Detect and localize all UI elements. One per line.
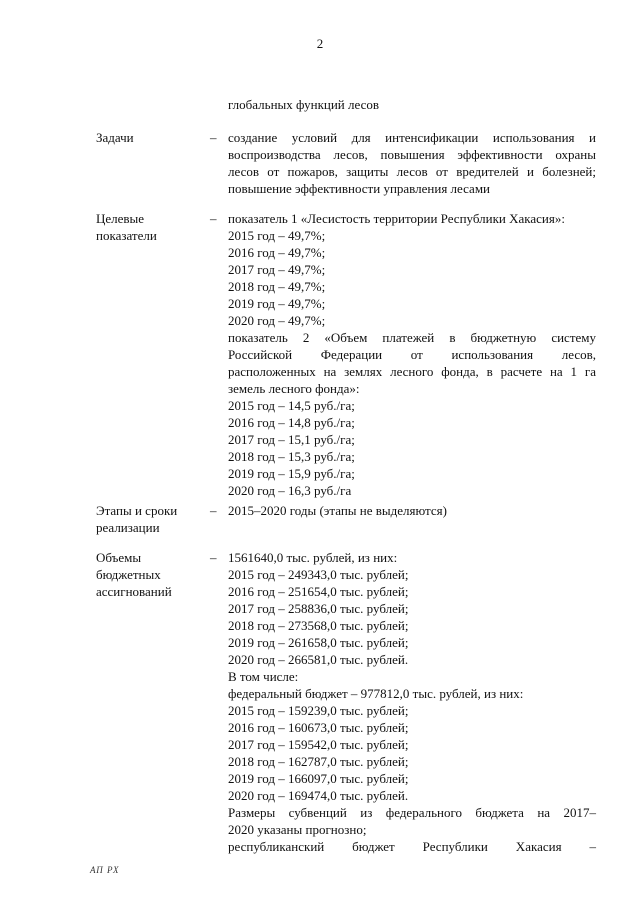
text-line: 2016 год – 14,8 руб./га;: [228, 415, 355, 430]
text-line: 2015–2020 годы (этапы не выделяются): [228, 503, 447, 518]
text-line: 2015 год – 249343,0 тыс. рублей;: [228, 567, 409, 582]
label-line: Задачи: [96, 130, 134, 145]
text-line: 2020 указаны прогнозно;: [228, 822, 367, 837]
text-line: республиканский бюджет Республики Хакасия –: [228, 839, 596, 854]
text-line: 2017 год – 15,1 руб./га;: [228, 432, 355, 447]
text-line: 2018 год – 273568,0 тыс. рублей;: [228, 618, 409, 633]
text-line: 2019 год – 49,7%;: [228, 296, 326, 311]
text-line: 2017 год – 49,7%;: [228, 262, 326, 277]
text-line: показатель 2 «Объем платежей в бюджетную систему: [228, 330, 596, 345]
section-label: [96, 502, 206, 536]
section-content: [228, 549, 596, 855]
text-line: лесов от пожаров, защиты лесов от вредителей и болезней;: [228, 164, 596, 179]
continuation-text: глобальных функций лесов: [228, 97, 379, 112]
text-line: 2018 год – 49,7%;: [228, 279, 326, 294]
text-line: земель лесного фонда»:: [228, 381, 360, 396]
text-line: показатель 1 «Лесистость территории Республики Хакасия»:: [228, 211, 565, 226]
text-line: создание условий для интенсификации использования и: [228, 130, 596, 145]
page-number: 2: [316, 36, 324, 51]
section-content: [228, 502, 596, 519]
dash: –: [210, 211, 217, 226]
section-label: [96, 549, 206, 600]
section-content: [228, 210, 596, 499]
text-line: 2016 год – 49,7%;: [228, 245, 326, 260]
text-line: 2020 год – 49,7%;: [228, 313, 326, 328]
section-label: [96, 210, 206, 244]
label-line: бюджетных: [96, 567, 161, 582]
text-line: 2019 год – 261658,0 тыс. рублей;: [228, 635, 409, 650]
section-label: [96, 129, 206, 146]
text-line: 2020 год – 16,3 руб./га: [228, 483, 352, 498]
text-line: 2019 год – 166097,0 тыс. рублей;: [228, 771, 409, 786]
text-line: Российской Федерации от использования лесов,: [228, 347, 596, 362]
text-line: 2020 год – 169474,0 тыс. рублей.: [228, 788, 409, 803]
text-line: 2020 год – 266581,0 тыс. рублей.: [228, 652, 409, 667]
label-line: Целевые: [96, 211, 145, 226]
label-line: показатели: [96, 228, 157, 243]
label-line: реализации: [96, 520, 160, 535]
text-line: В том числе:: [228, 669, 299, 684]
label-line: Объемы: [96, 550, 142, 565]
text-line: расположенных на землях лесного фонда, в расчете на 1 га: [228, 364, 596, 379]
dash: –: [210, 550, 217, 565]
text-line: 2015 год – 159239,0 тыс. рублей;: [228, 703, 409, 718]
text-line: 2015 год – 49,7%;: [228, 228, 326, 243]
text-line: 2017 год – 258836,0 тыс. рублей;: [228, 601, 409, 616]
text-line: 2016 год – 160673,0 тыс. рублей;: [228, 720, 409, 735]
text-line: 2018 год – 15,3 руб./га;: [228, 449, 355, 464]
text-line: Размеры субвенций из федерального бюджета на 2017–: [228, 805, 596, 820]
dash: –: [210, 503, 217, 518]
label-line: ассигнований: [96, 584, 172, 599]
label-line: Этапы и сроки: [96, 503, 178, 518]
text-line: федеральный бюджет – 977812,0 тыс. рублей, из них:: [228, 686, 524, 701]
text-line: 2016 год – 251654,0 тыс. рублей;: [228, 584, 409, 599]
text-line: 1561640,0 тыс. рублей, из них:: [228, 550, 398, 565]
text-line: повышение эффективности управления лесами: [228, 181, 491, 196]
text-line: воспроизводства лесов, повышения эффективности охраны: [228, 147, 596, 162]
section-content: [228, 129, 596, 197]
text-line: 2018 год – 162787,0 тыс. рублей;: [228, 754, 409, 769]
text-line: 2019 год – 15,9 руб./га;: [228, 466, 355, 481]
text-line: 2015 год – 14,5 руб./га;: [228, 398, 355, 413]
archive-stamp-mark: АП РХ: [90, 865, 120, 875]
text-line: 2017 год – 159542,0 тыс. рублей;: [228, 737, 409, 752]
dash: –: [210, 130, 217, 145]
